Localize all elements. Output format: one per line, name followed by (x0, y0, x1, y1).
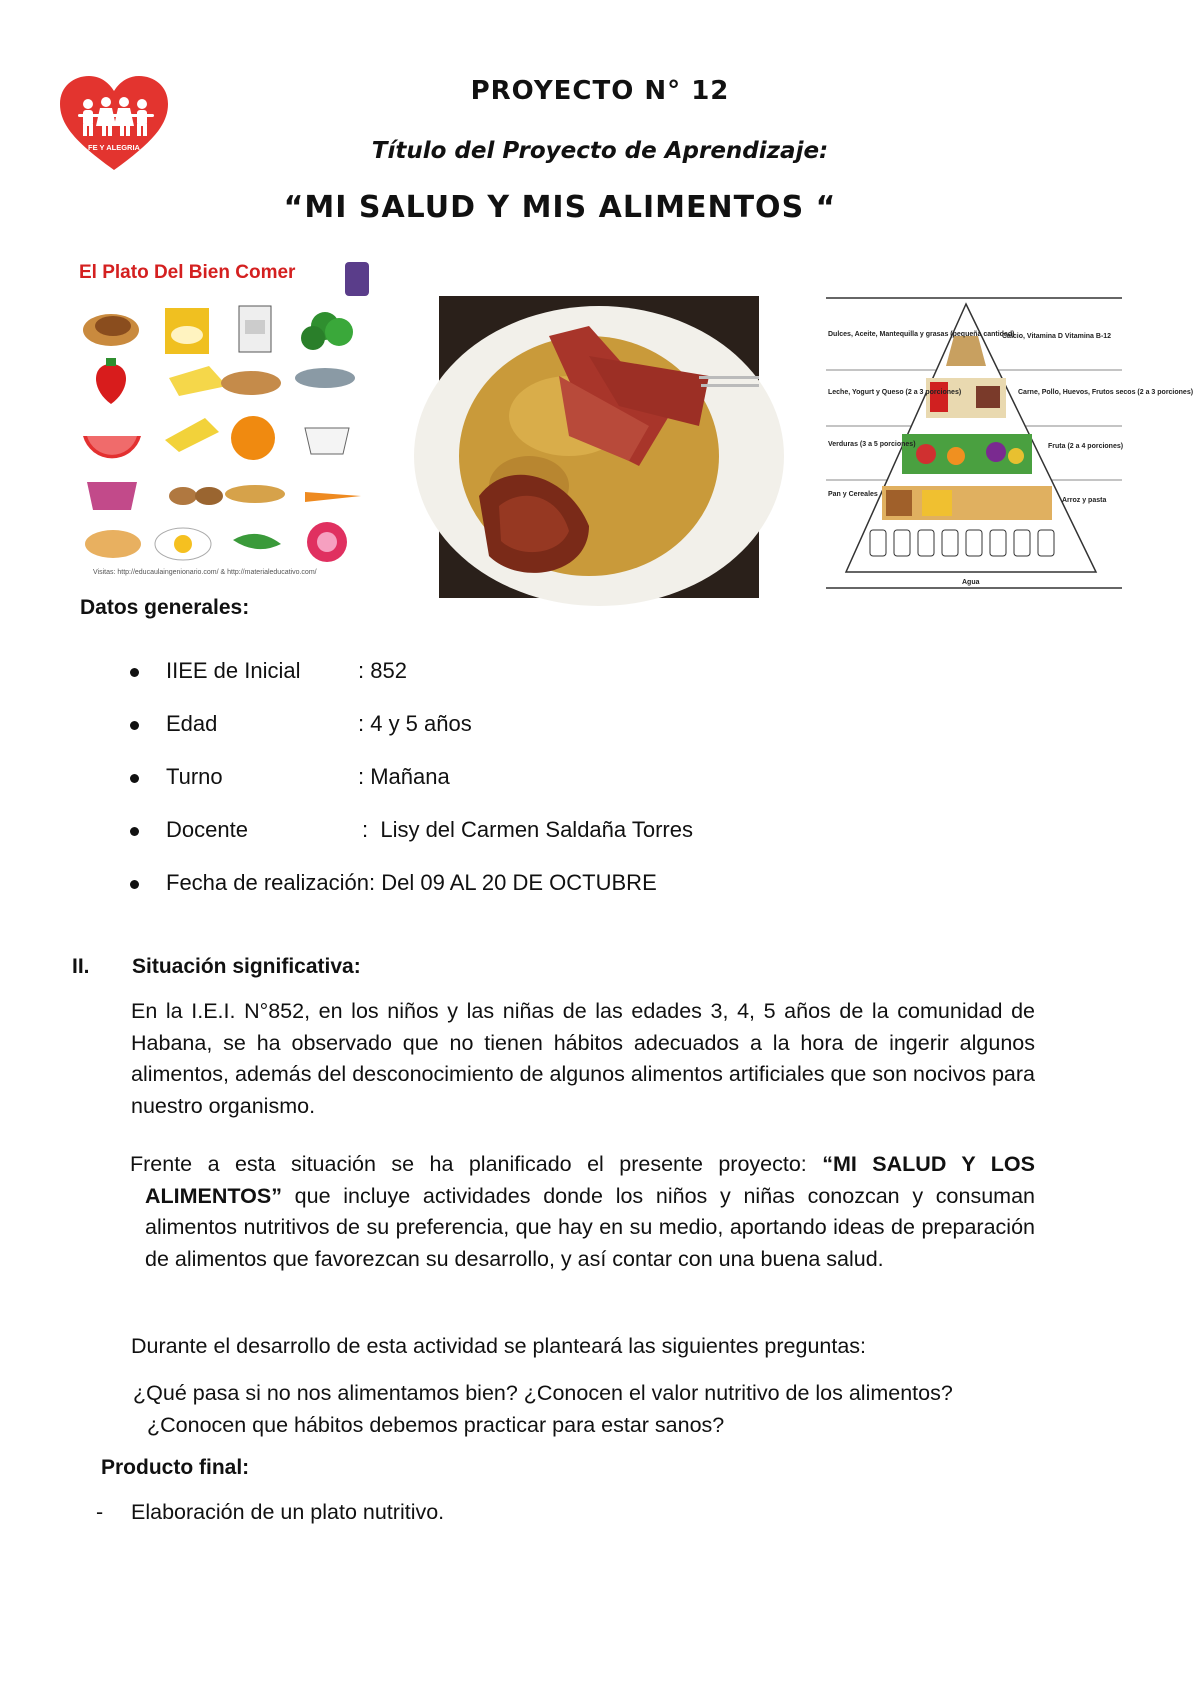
producto-final-heading: Producto final: (101, 1456, 250, 1479)
paragraph-text: Durante el desarrollo de esta actividad se planteará las siguientes preguntas: (131, 1334, 867, 1358)
situacion-paragraph-1 (131, 996, 1035, 1122)
situacion-heading: Situación significativa: (132, 955, 361, 978)
pyramid-base-label: Agua (962, 579, 980, 586)
pyramid-label-left-1: Dulces, Aceite, Mantequilla y grasas (pequeña cantidad) (828, 331, 1015, 338)
paragraph-rest: que incluye actividades donde los niños y niñas conozcan y consuman alimentos nutritivos de su preferencia, que hay en su medio, aportando ideas de preparación de alimentos que favorezcan su desarrollo, y así contar con una buena salud. (145, 1183, 1035, 1271)
pyramid-label-right-4: Arroz y pasta (1062, 497, 1107, 504)
pyramid-label-right-2: Carne, Pollo, Huevos, Frutos secos (2 a 3 porciones) (1018, 389, 1194, 396)
plate-footer: Visitas: http://educaulaingenionario.com/ & http://materialeducativo.com/ (93, 569, 317, 576)
datos-value: : Lisy del Carmen Saldaña Torres (362, 817, 693, 842)
project-number: PROYECTO N° 12 (470, 76, 730, 106)
datos-value: : Mañana (358, 764, 450, 789)
bullet (130, 721, 139, 730)
datos-value: : 4 y 5 años (358, 711, 472, 736)
paragraph-lead: Frente a esta situación se ha planificado el presente proyecto: (130, 1152, 823, 1176)
bullet (130, 880, 139, 889)
datos-generales-heading: Datos generales: (80, 596, 250, 619)
section-number: II. (72, 955, 90, 978)
producto-item: Elaboración de un plato nutritivo. (131, 1500, 445, 1524)
situacion-paragraph-3 (131, 1331, 1035, 1363)
datos-label: Turno (166, 764, 223, 789)
logo-text: FE Y ALEGRIA (88, 143, 140, 152)
pyramid-label-left-4: Pan y Cereales (828, 491, 878, 498)
datos-label: Docente (166, 817, 248, 842)
plato-bien-comer-image (73, 260, 401, 580)
project-title: “MI SALUD Y MIS ALIMENTOS “ (283, 190, 837, 225)
project-name-bold: “MI SALUD Y LOS ALIMENTOS” (145, 1152, 1035, 1208)
plate-heading: El Plato Del Bien Comer (79, 262, 296, 283)
list-dash: - (96, 1500, 104, 1524)
bullet (130, 774, 139, 783)
situacion-paragraph-2 (130, 1149, 1035, 1275)
bullet (130, 668, 139, 677)
pyramid-label-right-3: Fruta (2 a 4 porciones) (1048, 443, 1124, 450)
datos-label: IIEE de Inicial (166, 658, 301, 683)
pyramid-label-left-2: Leche, Yogurt y Queso (2 a 3 porciones) (828, 389, 962, 396)
paragraph-text: En la I.E.I. N°852, en los niños y las niñas de las edades 3, 4, 5 años de la comunidad de Habana, se ha observado que no tienen hábitos adecuados a la hora de ingerir algunos alimentos, además del desconocimiento de algunos alimentos artificiales que son nocivos para nuestro organismo. (131, 999, 1035, 1118)
datos-label: Fecha de realización: Del 09 AL 20 DE OCTUBRE (166, 870, 657, 895)
food-photo (439, 296, 759, 598)
paragraph-text: ¿Qué pasa si no nos alimentamos bien? ¿Conocen el valor nutritivo de los alimentos? ¿Conocen que hábitos debemos practicar para estar sanos? (133, 1381, 953, 1437)
title-label: Título del Proyecto de Aprendizaje: (371, 138, 829, 164)
bullet (130, 827, 139, 836)
datos-value: : 852 (358, 658, 407, 683)
food-pyramid-image (826, 296, 1194, 590)
pyramid-label-left-3: Verduras (3 a 5 porciones) (828, 441, 916, 448)
pyramid-label-right-1: Calcio, Vitamina D Vitamina B-12 (1002, 333, 1112, 340)
datos-label: Edad (166, 711, 218, 736)
situacion-paragraph-4 (133, 1378, 967, 1441)
